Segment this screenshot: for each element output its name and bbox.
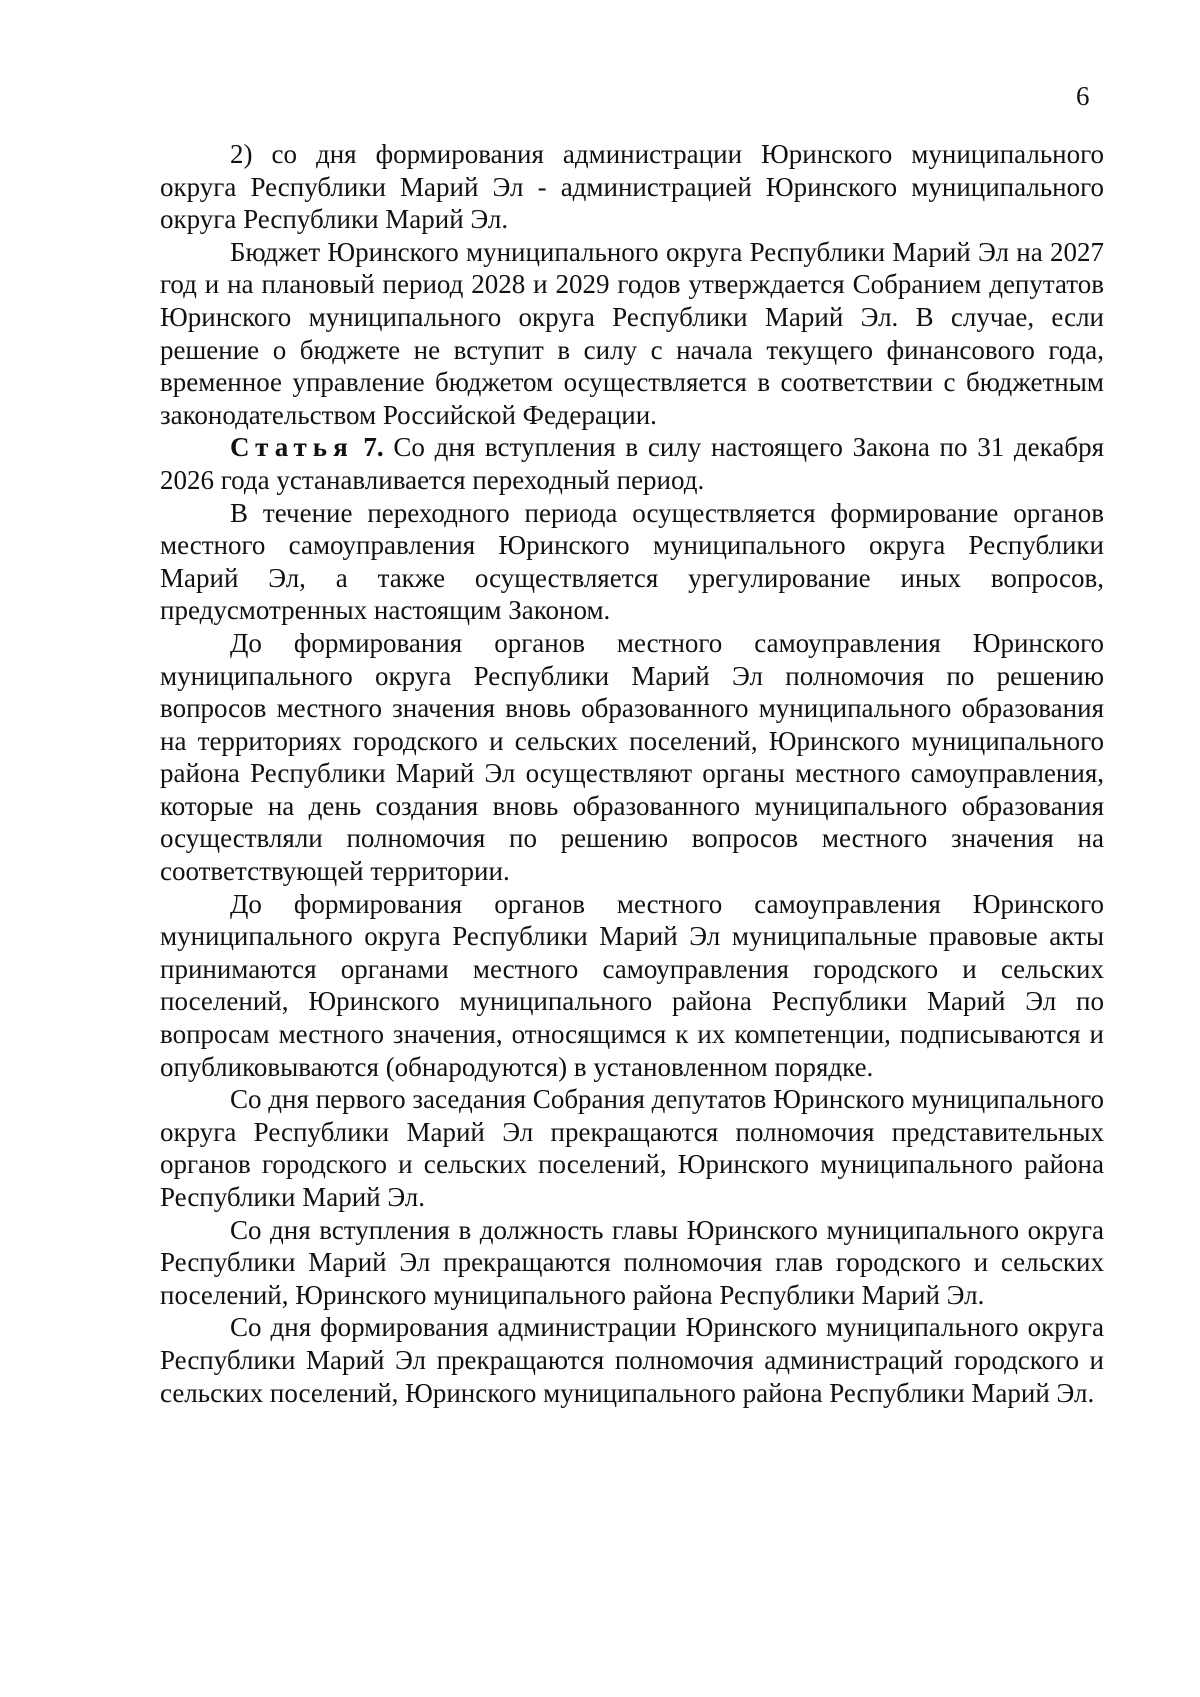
paragraph-admin-formation: 2) со дня формирования администрации Юринского муниципального округа Республики Марий Эл - администрацией Юринского муниципального округа Республики Марий Эл. xyxy=(160,139,1104,235)
paragraph-budget: Бюджет Юринского муниципального округа Республики Марий Эл на 2027 год и на плановый период 2028 и 2029 годов утверждается Собранием депутатов Юринского муниципального округа Республики Марий Эл. В случае, если решение о бюджете не вступит в силу с начала текущего финансового года, временное управление бюджетом осуществляется в соответствии с бюджетным законодательством Российской Федерации. xyxy=(160,236,1104,430)
document-body xyxy=(160,138,1104,1409)
paragraph-administrations: Со дня формирования администрации Юринского муниципального округа Республики Марий Эл прекращаются полномочия администраций городского и сельских поселений, Юринского муниципального района Республики Марий Эл. xyxy=(160,1312,1104,1408)
paragraph-representative-bodies: Со дня первого заседания Собрания депутатов Юринского муниципального округа Республики Марий Эл прекращаются полномочия представительных органов городского и сельских поселений, Юринского муниципального района Республики Марий Эл. xyxy=(160,1084,1104,1212)
paragraph-legal-acts: До формирования органов местного самоуправления Юринского муниципального округа Республики Марий Эл муниципальные правовые акты принимаются органами местного самоуправления городского и сельских поселений, Юринского муниципального района Республики Марий Эл по вопросам местного значения, относящимся к их компетенции, подписываются и опубликовываются (обнародуются) в установленном порядке. xyxy=(160,888,1104,1082)
article-heading: Статья xyxy=(230,432,354,463)
article-7-text: Со дня вступления в силу настоящего Закона по 31 декабря 2026 года устанавливается переходный период. xyxy=(160,432,1104,495)
article-7-paragraph xyxy=(160,431,1104,496)
article-number: 7. xyxy=(363,432,384,463)
page-number: 6 xyxy=(1076,81,1090,111)
paragraph-interim-powers: До формирования органов местного самоуправления Юринского муниципального округа Республики Марий Эл полномочия по решению вопросов местного значения вновь образованного муниципального образования на территориях городского и сельских поселений, Юринского муниципального района Республики Марий Эл осуществляют органы местного самоуправления, которые на день создания вновь образованного муниципального образования осуществляли полномочия по решению вопросов местного значения на соответствующей территории. xyxy=(160,627,1104,887)
paragraph-heads: Со дня вступления в должность главы Юринского муниципального округа Республики Марий Эл прекращаются полномочия глав городского и сельских поселений, Юринского муниципального района Республики Марий Эл. xyxy=(160,1214,1104,1310)
paragraph-transition-period: В течение переходного периода осуществляется формирование органов местного самоуправления Юринского муниципального округа Республики Марий Эл, а также осуществляется урегулирование иных вопросов, предусмотренных настоящим Законом. xyxy=(160,497,1104,626)
